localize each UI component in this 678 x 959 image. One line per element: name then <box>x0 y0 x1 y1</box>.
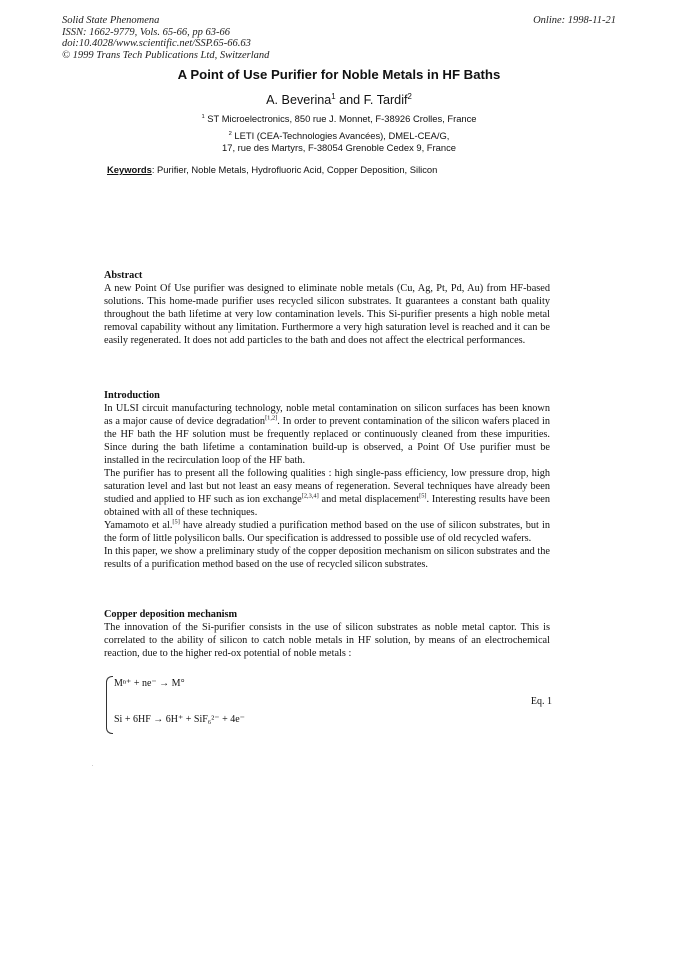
affiliation-1-mark: 1 <box>201 113 205 120</box>
copyright-line: © 1999 Trans Tech Publications Ltd, Switzerland <box>62 49 270 61</box>
issn-line: ISSN: 1662-9779, Vols. 65-66, pp 63-66 <box>62 26 230 38</box>
author-1-affil-mark: 1 <box>331 91 336 101</box>
citation-ref: [5] <box>172 518 180 526</box>
equation-line-2: Si + 6HF → 6H⁺ + SiF₆²⁻ + 4e⁻ <box>114 714 245 725</box>
journal-name: Solid State Phenomena <box>62 15 160 26</box>
citation-ref: [1,2] <box>265 414 278 422</box>
citation-ref: [2,3,4] <box>301 492 319 500</box>
author-line <box>0 93 678 107</box>
paper-title: A Point of Use Purifier for Noble Metals in HF Baths <box>177 67 501 82</box>
equation-number: Eq. 1 <box>530 696 552 707</box>
intro-paragraph-4: In this paper, we show a preliminary study of the copper deposition mechanism on silicon substrates and the results of a purification method based on the use of recycled silicon substrates. <box>104 546 550 570</box>
keywords-label: Keywords <box>107 164 152 175</box>
online-date: Online: 1998-11-21 <box>533 15 616 26</box>
affiliation-2-mark: 2 <box>228 130 232 137</box>
keywords <box>107 164 437 175</box>
abstract-heading: Abstract <box>104 270 143 281</box>
author-2: F. Tardif <box>363 93 408 107</box>
abstract-section <box>104 269 550 347</box>
scan-speck <box>92 765 93 766</box>
affiliation-1-text: ST Microelectronics, 850 rue J. Monnet, F-38926 Crolles, France <box>204 113 477 124</box>
equation-line-1: Mⁿ⁺ + ne⁻ → M° <box>114 678 185 689</box>
equation-brace <box>106 676 113 734</box>
introduction-section <box>104 389 550 571</box>
copper-deposition-section <box>104 608 550 660</box>
citation-ref: [5] <box>419 492 427 500</box>
intro-paragraph-3: Yamamoto et al.[5] have already studied a purification method based on the use of silicon substrates, but in the form of little polysilicon balls. Our specification is addressed to possible use of old recycled wafers. <box>104 518 551 544</box>
keywords-list: : Purifier, Noble Metals, Hydrofluoric Acid, Copper Deposition, Silicon <box>151 164 438 175</box>
copper-deposition-heading: Copper deposition mechanism <box>104 609 238 620</box>
author-conjunction: and <box>335 93 364 107</box>
intro-paragraph-1: In ULSI circuit manufacturing technology, noble metal contamination on silicon surfaces has been known as a major cause of device degradation[1,2]. In order to prevent contamination of the silicon wafers placed in the HF bath the HF solution must be frequently replaced or continuously cleaned from these impurities. Since during the bath lifetime a contamination build-up is observed, a Point Of Use purifier must be installed in the recirculation loop of the HF bath. <box>104 403 550 466</box>
equation-1 <box>106 670 552 736</box>
affiliation-2-line-2: 17, rue des Martyrs, F-38054 Grenoble Cedex 9, France <box>222 142 456 153</box>
copper-deposition-text: The innovation of the Si-purifier consists in the use of silicon substrates as noble metal captor. This is correlated to the ability of silicon to catch noble metals in HF solution, by means of an electrochemical reaction, due to the higher red-ox potential of noble metals : <box>104 622 550 659</box>
affiliation-2 <box>0 130 678 154</box>
affiliation-2-line-1: LETI (CEA-Technologies Avancées), DMEL-CEA/G, <box>231 130 450 141</box>
affiliation-1 <box>0 113 678 125</box>
doi-link[interactable]: doi:10.4028/www.scientific.net/SSP.65-66.63 <box>62 38 251 49</box>
journal-header <box>62 15 269 61</box>
abstract-text: A new Point Of Use purifier was designed to eliminate noble metals (Cu, Ag, Pt, Pd, Au) from HF-based solutions. This home-made purifier uses recycled silicon substrates. It guarantees a constant bath quality throughout the bath lifetime at very low contamination levels. This Si-purifier presents a high noble metal removal capability without any limitation. Furthermore a very high saturation level is reached and it can be easily regenerated. It does not add particles to the bath and does not affect the electrical performances. <box>104 283 550 346</box>
author-1: A. Beverina <box>266 93 332 107</box>
intro-paragraph-2: The purifier has to present all the following qualities : high single-pass efficiency, low pressure drop, high saturation level and last but not least an easy means of regeneration. Several techniques have already been studied and applied to HF such as ion exchange[2,3,4] and metal displacement[5]. Interesting results have been obtained with all of these techniques. <box>104 468 550 518</box>
author-2-affil-mark: 2 <box>407 91 412 101</box>
introduction-heading: Introduction <box>104 390 160 401</box>
